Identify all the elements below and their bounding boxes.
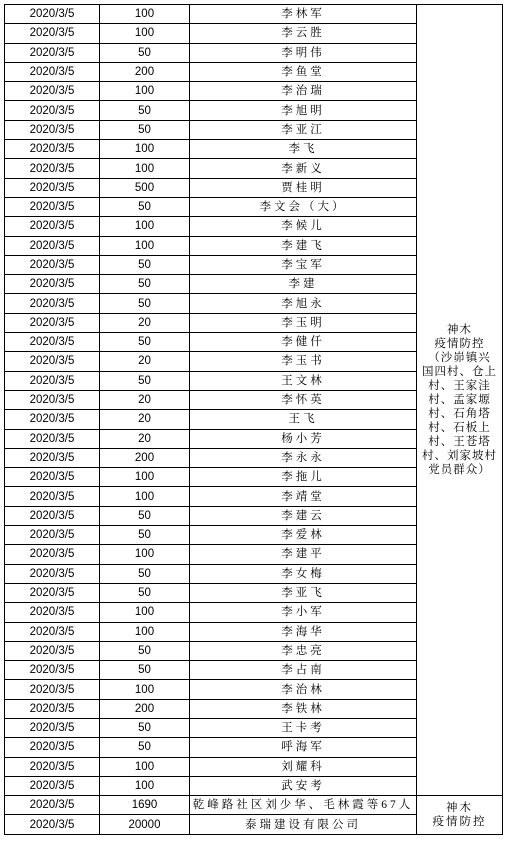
donor-name-cell: 李建飞 — [190, 236, 417, 255]
donor-name-cell: 李拖儿 — [190, 468, 417, 487]
amount-cell: 200 — [100, 448, 190, 467]
date-cell: 2020/3/5 — [5, 680, 100, 699]
date-cell: 2020/3/5 — [5, 506, 100, 525]
date-cell: 2020/3/5 — [5, 583, 100, 602]
donor-name-cell: 李亚飞 — [190, 583, 417, 602]
bottom-note-line: 神木 — [446, 801, 473, 814]
donation-table — [4, 4, 503, 835]
amount-cell: 50 — [100, 294, 190, 313]
donor-name-cell: 李候儿 — [190, 217, 417, 236]
date-cell: 2020/3/5 — [5, 776, 100, 795]
donor-name-cell: 李旭明 — [190, 101, 417, 120]
date-cell: 2020/3/5 — [5, 313, 100, 332]
donor-name-cell: 王飞 — [190, 410, 417, 429]
amount-cell: 100 — [100, 757, 190, 776]
date-cell: 2020/3/5 — [5, 352, 100, 371]
donation-table-wrapper — [4, 4, 502, 835]
date-cell: 2020/3/5 — [5, 120, 100, 139]
donor-name-cell: 李建云 — [190, 506, 417, 525]
group-note-line: 村、王苍塔 — [428, 436, 491, 449]
amount-cell: 50 — [100, 506, 190, 525]
date-cell: 2020/3/5 — [5, 82, 100, 101]
donor-name-cell: 李怀英 — [190, 390, 417, 409]
donor-name-cell: 李小军 — [190, 603, 417, 622]
date-cell: 2020/3/5 — [5, 62, 100, 81]
donor-name-cell: 泰瑞建设有限公司 — [190, 815, 417, 834]
group-note-line: 村、石角塔 — [428, 408, 491, 421]
amount-cell: 100 — [100, 5, 190, 24]
donor-name-cell: 李海华 — [190, 622, 417, 641]
group-note-line: 村、刘家坡村 — [422, 450, 497, 463]
date-cell: 2020/3/5 — [5, 236, 100, 255]
amount-cell: 50 — [100, 333, 190, 352]
date-cell: 2020/3/5 — [5, 5, 100, 24]
donor-name-cell: 王卡考 — [190, 718, 417, 737]
date-cell: 2020/3/5 — [5, 43, 100, 62]
donor-name-cell: 李健仟 — [190, 333, 417, 352]
amount-cell: 200 — [100, 699, 190, 718]
date-cell: 2020/3/5 — [5, 217, 100, 236]
donor-name-cell: 李旭永 — [190, 294, 417, 313]
amount-cell: 20 — [100, 313, 190, 332]
amount-cell: 50 — [100, 101, 190, 120]
donor-name-cell: 李女梅 — [190, 564, 417, 583]
amount-cell: 50 — [100, 526, 190, 545]
group-note-line: （沙峁镇兴 — [428, 352, 491, 365]
donor-name-cell: 贾桂明 — [190, 178, 417, 197]
donor-name-cell: 李忠亮 — [190, 641, 417, 660]
date-cell: 2020/3/5 — [5, 333, 100, 352]
group-note-line: 神木 — [447, 324, 472, 337]
date-cell: 2020/3/5 — [5, 197, 100, 216]
donor-name-cell: 李亚江 — [190, 120, 417, 139]
amount-cell: 50 — [100, 120, 190, 139]
donor-name-cell: 李明伟 — [190, 43, 417, 62]
donor-name-cell: 李占南 — [190, 661, 417, 680]
amount-cell: 20 — [100, 352, 190, 371]
amount-cell: 50 — [100, 718, 190, 737]
donor-name-cell: 李飞 — [190, 140, 417, 159]
amount-cell: 50 — [100, 661, 190, 680]
donor-name-cell: 李永永 — [190, 448, 417, 467]
donor-name-cell: 李治瑞 — [190, 82, 417, 101]
date-cell: 2020/3/5 — [5, 24, 100, 43]
donor-name-cell: 李铁林 — [190, 699, 417, 718]
date-cell: 2020/3/5 — [5, 603, 100, 622]
date-cell: 2020/3/5 — [5, 699, 100, 718]
amount-cell: 100 — [100, 487, 190, 506]
amount-cell: 50 — [100, 371, 190, 390]
donor-name-cell: 李文会（大） — [190, 197, 417, 216]
amount-cell: 100 — [100, 140, 190, 159]
date-cell: 2020/3/5 — [5, 255, 100, 274]
donor-name-cell: 李鱼堂 — [190, 62, 417, 81]
date-cell: 2020/3/5 — [5, 140, 100, 159]
date-cell: 2020/3/5 — [5, 757, 100, 776]
donor-name-cell: 李靖堂 — [190, 487, 417, 506]
amount-cell: 20 — [100, 410, 190, 429]
date-cell: 2020/3/5 — [5, 468, 100, 487]
group-note-line: 党员群众） — [428, 464, 491, 477]
group-note-line: 村、石板上 — [428, 422, 491, 435]
donor-name-cell: 李玉书 — [190, 352, 417, 371]
donor-name-cell: 乾峰路社区刘少华、毛林霞等67人 — [190, 796, 417, 815]
date-cell: 2020/3/5 — [5, 178, 100, 197]
amount-cell: 100 — [100, 24, 190, 43]
amount-cell: 50 — [100, 275, 190, 294]
amount-cell: 100 — [100, 236, 190, 255]
amount-cell: 20 — [100, 390, 190, 409]
amount-cell: 100 — [100, 603, 190, 622]
group-note-line: 村、王家洼 — [428, 380, 491, 393]
date-cell: 2020/3/5 — [5, 275, 100, 294]
amount-cell: 50 — [100, 43, 190, 62]
date-cell: 2020/3/5 — [5, 545, 100, 564]
amount-cell: 20000 — [100, 815, 190, 834]
amount-cell: 50 — [100, 564, 190, 583]
donor-name-cell: 李建 — [190, 275, 417, 294]
table-row — [5, 796, 503, 815]
amount-cell: 50 — [100, 255, 190, 274]
amount-cell: 500 — [100, 178, 190, 197]
amount-cell: 100 — [100, 680, 190, 699]
amount-cell: 100 — [100, 622, 190, 641]
group-note-cell — [417, 5, 503, 796]
donor-name-cell: 李建平 — [190, 545, 417, 564]
donor-name-cell: 王文林 — [190, 371, 417, 390]
group-note-line: 疫情防控 — [434, 338, 485, 351]
donor-name-cell: 李新义 — [190, 159, 417, 178]
donor-name-cell: 李玉明 — [190, 313, 417, 332]
bottom-note-cell — [417, 796, 503, 835]
group-note-line: 村、孟家塬 — [428, 394, 491, 407]
donor-name-cell: 呼海军 — [190, 738, 417, 757]
date-cell: 2020/3/5 — [5, 294, 100, 313]
date-cell: 2020/3/5 — [5, 487, 100, 506]
donor-name-cell: 武安考 — [190, 776, 417, 795]
amount-cell: 200 — [100, 62, 190, 81]
date-cell: 2020/3/5 — [5, 622, 100, 641]
amount-cell: 100 — [100, 468, 190, 487]
table-row — [5, 5, 503, 24]
donor-name-cell: 李治林 — [190, 680, 417, 699]
amount-cell: 50 — [100, 641, 190, 660]
date-cell: 2020/3/5 — [5, 526, 100, 545]
amount-cell: 1690 — [100, 796, 190, 815]
date-cell: 2020/3/5 — [5, 159, 100, 178]
amount-cell: 100 — [100, 82, 190, 101]
donor-name-cell: 李林军 — [190, 5, 417, 24]
date-cell: 2020/3/5 — [5, 448, 100, 467]
amount-cell: 50 — [100, 197, 190, 216]
date-cell: 2020/3/5 — [5, 101, 100, 120]
date-cell: 2020/3/5 — [5, 564, 100, 583]
bottom-note-line: 疫情防控 — [432, 815, 487, 828]
donor-name-cell: 杨小芳 — [190, 429, 417, 448]
date-cell: 2020/3/5 — [5, 796, 100, 815]
amount-cell: 100 — [100, 159, 190, 178]
date-cell: 2020/3/5 — [5, 371, 100, 390]
donor-name-cell: 李宝军 — [190, 255, 417, 274]
date-cell: 2020/3/5 — [5, 410, 100, 429]
date-cell: 2020/3/5 — [5, 641, 100, 660]
amount-cell: 20 — [100, 429, 190, 448]
donor-name-cell: 刘耀科 — [190, 757, 417, 776]
amount-cell: 50 — [100, 738, 190, 757]
date-cell: 2020/3/5 — [5, 738, 100, 757]
donation-table-body — [5, 5, 503, 835]
amount-cell: 100 — [100, 545, 190, 564]
group-note-line: 国四村、仓上 — [422, 366, 497, 379]
donor-name-cell: 李爱林 — [190, 526, 417, 545]
donor-name-cell: 李云胜 — [190, 24, 417, 43]
amount-cell: 50 — [100, 583, 190, 602]
date-cell: 2020/3/5 — [5, 390, 100, 409]
date-cell: 2020/3/5 — [5, 661, 100, 680]
date-cell: 2020/3/5 — [5, 815, 100, 834]
date-cell: 2020/3/5 — [5, 718, 100, 737]
amount-cell: 100 — [100, 776, 190, 795]
date-cell: 2020/3/5 — [5, 429, 100, 448]
amount-cell: 100 — [100, 217, 190, 236]
